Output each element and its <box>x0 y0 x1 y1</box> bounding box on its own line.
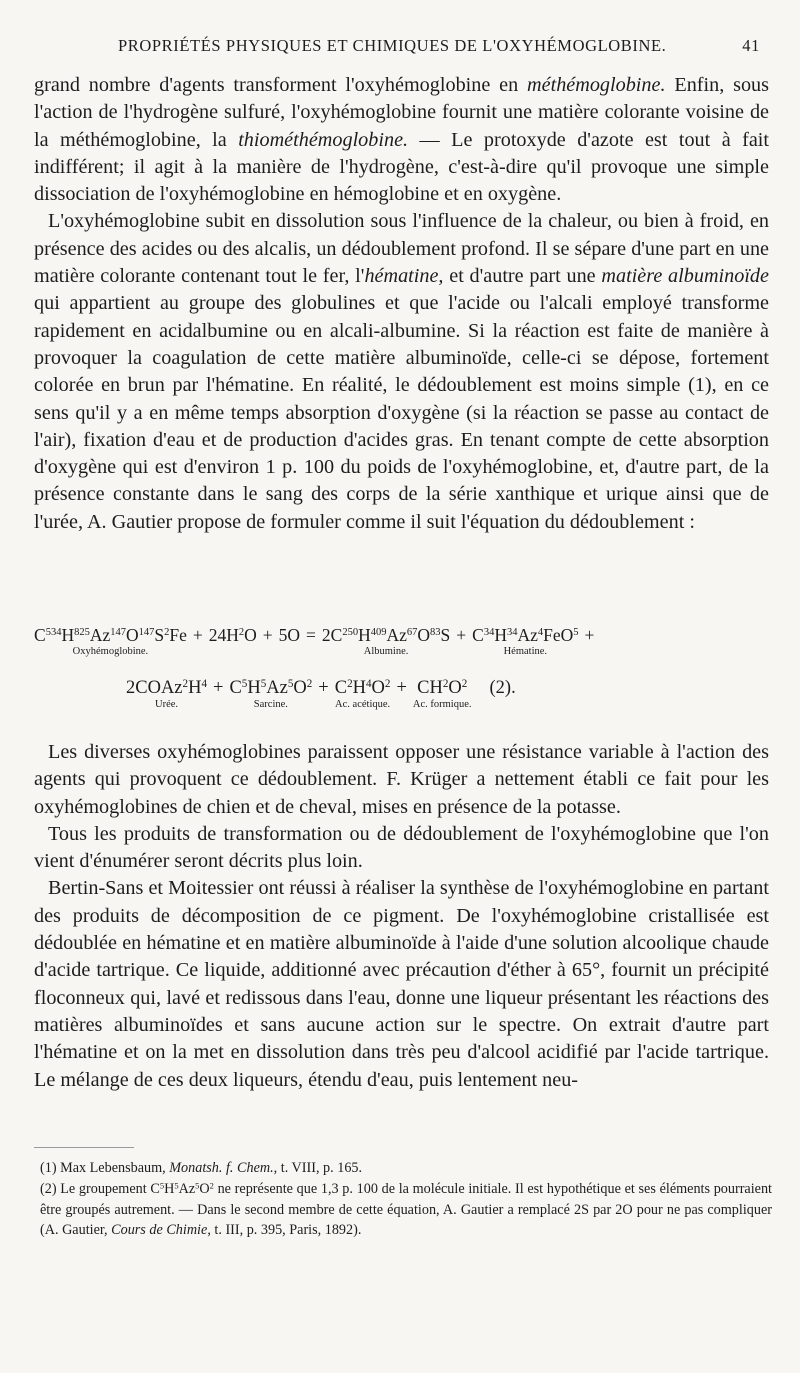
plus-sign: + <box>584 625 595 645</box>
label-acide-formique: Ac. formique. <box>412 699 472 710</box>
paragraph-3: Les diverses oxyhémoglobines paraissent opposer une résistance variable à l'action des agents qui provoquent ce dédoublement. F. Krüger a nettement établi ce fait pour les oxyhémoglobines de chien et de cheval, mises en présence de la potasse. <box>34 741 769 818</box>
italic-term-hematine: hématine, <box>364 265 444 288</box>
term-sarcine: $C^5H^5Az^5O^2$ Sarcine. <box>229 677 313 710</box>
plus-sign: + <box>213 678 224 698</box>
term-uree: $2COAz^2H^4$ Urée. <box>126 677 207 710</box>
italic-term-methemoglobine: méthémoglobine. <box>527 74 666 96</box>
equation-line-2 <box>126 678 726 710</box>
footnote-2: (2) Le groupement $C^5H^5Az^5O^2$ ne représente que 1,3 p. 100 de la molécule initiale. Il est hypothétique et ses éléments pourraient être groupés autrement. — Dans le second membre de cette équation, A. Gautier a remplacé 2S par 2O pour ne pas compliquer (A. Gautier, Cours de Chimie, t. III, p. 395, Paris, 1892). <box>40 1180 773 1239</box>
label-albumine: Albumine. <box>363 646 409 657</box>
plus-sign: + <box>192 625 203 645</box>
plus-sign: + <box>318 678 329 698</box>
label-sarcine: Sarcine. <box>253 699 288 710</box>
term-albumine: $2C^{250}H^{409}Az^{67}O^{83}S$ Albumine. <box>321 625 451 657</box>
plus-sign: + <box>262 625 273 645</box>
text-run: — Le protoxyde d'azote est tout à fait indifférent; il agit à la manière de l'hydrogène, c'est-à-dire qu'il provoque une simple dissociation de l'oxyhémoglobine en hémoglobine et en oxygène. <box>34 128 769 206</box>
text-run: L'oxyhémoglobine subit en dissolution sous l'influence de la chaleur, ou bien à froid, en présence des acides ou des alcalis, un dédoublement profond. Il se sépare d'une part en une matière colorante contenant tout le fer, l' <box>34 210 769 288</box>
term-acide-formique: $CH^2O^2$ Ac. formique. <box>412 677 472 710</box>
text-run: grand nombre d'agents transforment l'oxyhémoglobine en <box>34 74 528 96</box>
equals-sign: = <box>306 625 316 645</box>
running-header <box>118 36 760 56</box>
italic-term-matiere-albuminoide: matière albuminoïde <box>601 265 769 288</box>
plus-sign: + <box>456 625 467 645</box>
plus-sign: + <box>396 678 407 698</box>
label-hematine: Hématine. <box>503 646 548 657</box>
footnotes <box>40 1158 772 1241</box>
text-run: qui appartient au groupe des globulines et que l'acide ou l'alcali employé transforme rapidement en acidalbumine ou en alcali-albumine. Si la réaction est faite de manière à provoquer la coagulation de cette matière albuminoïde, celle-ci se dépose, fortement colorée en brun par l'hématine. En réalité, le dédoublement est moins simple (1), en ce sens qu'il y a en même temps absorption d'oxygène (si la réaction se passe au contact de l'air), fixation d'eau et de production d'acides gras. En tenant compte de cette absorption d'oxygène qui est d'environ 1 p. 100 du poids de l'oxyhémoglobine, et, d'autre part, de la présence constante dans le sang des corps de la série xanthique et urique ainsi que de l'urée, A. Gautier propose de formuler comme il suit l'équation du dédoublement : <box>34 292 769 533</box>
term-water: $24H^2O$ <box>208 625 257 645</box>
running-title: PROPRIÉTÉS PHYSIQUES ET CHIMIQUES DE L'OXYHÉMOGLOBINE. <box>118 36 667 55</box>
equation-line-1 <box>34 625 779 657</box>
text-run: Enfin, sous l'action de l'hydrogène sulfuré, l'oxyhémoglobine fournit une matière colorante voisine de la méthémoglobine, la <box>34 74 769 151</box>
label-uree: Urée. <box>154 699 179 710</box>
footnote-ref-2: (2). <box>489 678 516 698</box>
footnote-divider <box>34 1147 134 1148</box>
paragraph-4: Tous les produits de transformation ou de dédoublement de l'oxyhémoglobine que l'on vient d'énumérer seront décrits plus loin. <box>34 822 769 873</box>
label-acide-acetique: Ac. acétique. <box>335 699 391 710</box>
text-run: et d'autre part une <box>443 265 602 288</box>
body-text-top <box>34 72 769 536</box>
term-acide-acetique: $C^2H^4O^2$ Ac. acétique. <box>334 677 391 710</box>
paragraph-2 <box>34 208 769 536</box>
page-number: 41 <box>742 36 760 55</box>
term-hematine: $C^{34}H^{34}Az^4FeO^5$ Hématine. <box>472 625 579 657</box>
italic-term-thiomethemoglobine: thiométhémoglobine. <box>238 128 409 151</box>
body-text-bottom <box>34 739 769 1094</box>
label-oxyhemoglobine: Oxyhémoglobine. <box>72 646 149 657</box>
term-oxygen: 5O <box>278 625 301 645</box>
paragraph-5: Bertin-Sans et Moitessier ont réussi à réaliser la synthèse de l'oxyhémoglobine en partant des produits de décomposition de ce pigment. De l'oxyhémoglobine cristallisée est dédoublée en hématine et en matière albuminoïde à l'aide d'une solution alcoolique chaude d'acide tartrique. Ce liquide, additionné avec précaution d'éther à 65°, fournit un précipité floconneux qui, lavé et redissous dans l'eau, donne une liqueur présentant les réactions des matières albuminoïdes et sans aucune action sur le spectre. On extrait d'autre part l'hématine et on la met en dissolution dans très peu d'alcool acidifié par l'acide tartrique. Le mélange de ces deux liqueurs, étendu d'eau, puis lentement neu- <box>34 877 769 1091</box>
paragraph-1 <box>34 72 769 208</box>
term-oxyhemoglobine: $C^{534}H^{825}Az^{147}O^{147}S^2Fe$ Oxyhémoglobine. <box>34 625 187 657</box>
footnote-1: (1) Max Lebensbaum, Monatsh. f. Chem., t. VIII, p. 165. <box>40 1160 363 1176</box>
